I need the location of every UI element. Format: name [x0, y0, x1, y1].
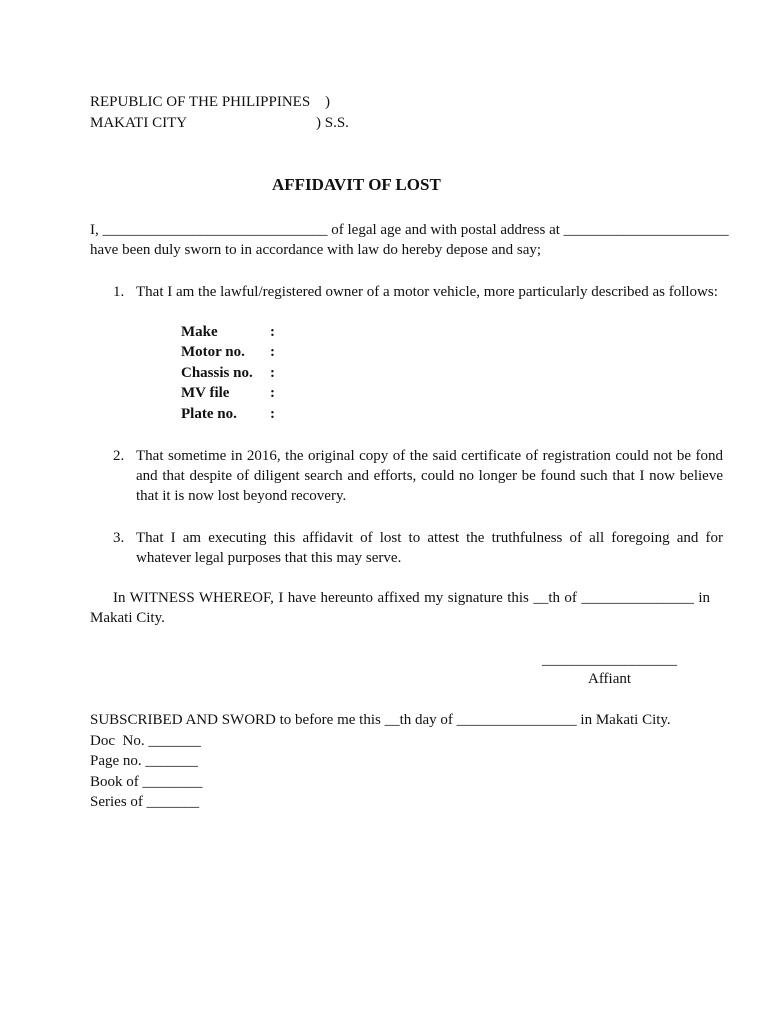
witness-line-2: Makati City. [90, 610, 165, 626]
vehicle-field-label: MV file [181, 385, 230, 401]
item-text: whatever legal purposes that this may serve. [136, 550, 402, 566]
intro-line-1: I, ______________________________ of legal age and with postal address at ______________________ [90, 222, 729, 238]
item-number: 3. [113, 530, 125, 546]
vehicle-field-colon: : [270, 324, 275, 340]
vehicle-field-label: Chassis no. [181, 365, 253, 381]
item-text: That I am the lawful/registered owner of a motor vehicle, more particularly described as follows: [136, 284, 718, 300]
item-number: 2. [113, 448, 125, 464]
item-text: That sometime in 2016, the original copy of the said certificate of registration could not be fond [136, 448, 723, 464]
affiant-label: Affiant [588, 671, 632, 687]
header-city: MAKATI CITY [90, 115, 188, 131]
witness-line-1: In WITNESS WHEREOF, I have hereunto affixed my signature this __th of _______________ in [113, 590, 710, 606]
book-number: Book of ________ [90, 774, 203, 790]
header-city-ss: ) S.S. [316, 115, 349, 131]
item-text: and that despite of diligent search and efforts, could no longer be found such that I now believe [136, 468, 723, 484]
header-republic: REPUBLIC OF THE PHILIPPINES [90, 94, 311, 110]
vehicle-field-colon: : [270, 365, 275, 381]
item-text: that it is now lost beyond recovery. [136, 488, 347, 504]
jurat-line: SUBSCRIBED AND SWORD to before me this __th day of ________________ in Makati City. [90, 712, 671, 728]
page-number: Page no. _______ [90, 753, 198, 769]
signature-line: __________________ [542, 652, 677, 668]
vehicle-field-label: Plate no. [181, 406, 237, 422]
series-number: Series of _______ [90, 794, 200, 810]
item-text: That I am executing this affidavit of lost to attest the truthfulness of all foregoing and for [136, 530, 723, 546]
vehicle-field-colon: : [270, 406, 275, 422]
intro-line-2: have been duly sworn to in accordance with law do hereby depose and say; [90, 242, 542, 258]
item-number: 1. [113, 284, 125, 300]
vehicle-field-label: Motor no. [181, 344, 245, 360]
vehicle-field-colon: : [270, 385, 275, 401]
header-republic-paren: ) [325, 94, 330, 110]
document-title: AFFIDAVIT OF LOST [272, 175, 441, 194]
vehicle-field-colon: : [270, 344, 275, 360]
vehicle-field-label: Make [181, 324, 218, 340]
doc-number: Doc No. _______ [90, 733, 201, 749]
